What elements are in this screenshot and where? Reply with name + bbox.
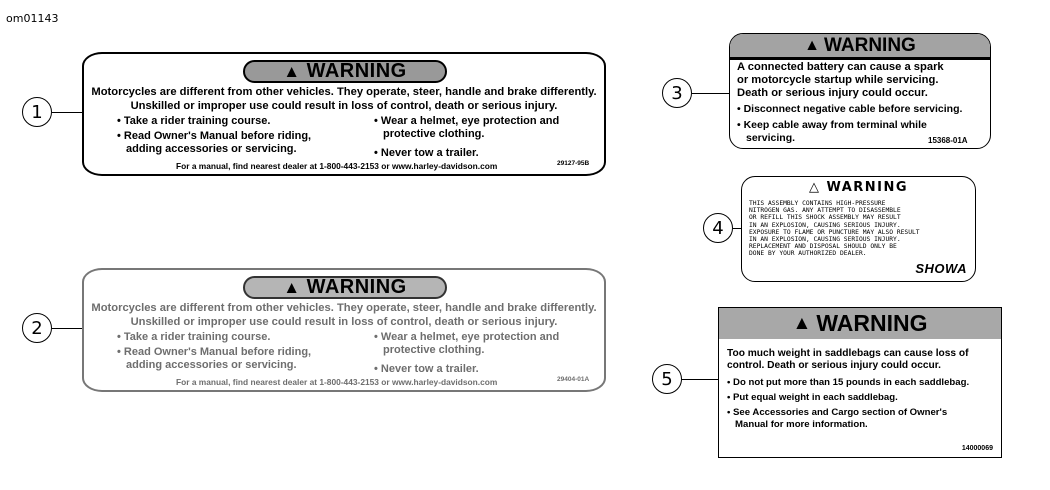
bullet-manual-cont: adding accessories or servicing. — [126, 359, 297, 371]
warning-body — [749, 200, 920, 258]
bullet-accessories-cont: Manual for more information. — [735, 419, 868, 430]
warning-triangle-icon: ▲ — [283, 61, 301, 81]
bullet-helmet: • Wear a helmet, eye protection and — [374, 115, 560, 127]
callout-3-leader — [692, 93, 729, 94]
warning-title-pill — [243, 60, 447, 83]
body-line-5: EXPOSURE TO FLAME OR PUNCTURE MAY ALSO RESULT — [749, 228, 920, 236]
part-number: 14000069 — [961, 445, 993, 452]
callout-2: 2 — [22, 313, 52, 343]
warning-header — [742, 180, 975, 195]
body-line-6: IN AN EXPLOSION, CAUSING SERIOUS INJURY. — [749, 236, 901, 244]
warning-title: WARNING — [824, 34, 916, 56]
footer-text: For a manual, find nearest dealer at 1-800-443-2153 or www.harley-davidson.com — [176, 161, 498, 171]
warning-label-4 — [741, 176, 976, 282]
warning-title: WARNING — [306, 276, 407, 298]
callout-5-leader — [682, 379, 719, 380]
bullet-helmet-cont: protective clothing. — [383, 344, 485, 356]
callout-4: 4 — [703, 213, 733, 243]
warning-label-1 — [82, 52, 606, 176]
callout-1: 1 — [22, 97, 52, 127]
bullet-manual: • Read Owner's Manual before riding, — [117, 130, 312, 142]
warning-triangle-icon: ▲ — [804, 36, 820, 54]
bullet-disconnect: • Disconnect negative cable before servicing. — [737, 103, 963, 115]
bullet-equal-weight: • Put equal weight in each saddlebag. — [727, 392, 898, 403]
warning-header — [730, 34, 990, 60]
body-line-3: OR REFILL THIS SHOCK ASSEMBLY MAY RESULT — [749, 214, 901, 222]
bullet-keep-cable: • Keep cable away from terminal while — [737, 119, 927, 131]
footer-text: For a manual, find nearest dealer at 1-800-443-2153 or www.harley-davidson.com — [176, 377, 498, 387]
intro-line-2: Unskilled or improper use could result in loss of control, death or serious injury. — [130, 316, 558, 328]
bullet-15-pounds: • Do not put more than 15 pounds in each saddlebag. — [727, 377, 970, 388]
bullet-accessories: • See Accessories and Cargo section of Owner's — [727, 407, 948, 418]
bullet-manual: • Read Owner's Manual before riding, — [117, 346, 312, 358]
warning-label-2 — [82, 268, 606, 392]
bullet-helmet: • Wear a helmet, eye protection and — [374, 331, 560, 343]
bullet-training: • Take a rider training course. — [117, 115, 271, 127]
bullet-helmet-cont: protective clothing. — [383, 128, 485, 140]
bullet-manual-cont: adding accessories or servicing. — [126, 143, 297, 155]
body-line-2: NITROGEN GAS. ANY ATTEMPT TO DISASSEMBLE — [749, 207, 901, 215]
warning-header — [719, 308, 1001, 339]
showa-logo: SHOWA — [915, 261, 967, 276]
bullet-trailer: • Never tow a trailer. — [374, 147, 479, 159]
warning-label-5 — [718, 307, 1002, 458]
warning-triangle-icon: ▲ — [792, 312, 812, 334]
text-line-3: Death or serious injury could occur. — [737, 87, 928, 99]
bullet-keep-cable-cont: servicing. — [746, 132, 796, 144]
body-line-8: DONE BY YOUR AUTHORIZED DEALER. — [749, 250, 867, 258]
callout-3: 3 — [662, 78, 692, 108]
intro-line-2: Unskilled or improper use could result in loss of control, death or serious injury. — [130, 100, 558, 112]
text-line-2: control. Death or serious injury could occur. — [727, 360, 941, 371]
text-line-1: A connected battery can cause a spark — [737, 61, 944, 73]
body-line-4: IN AN EXPLOSION, CAUSING SERIOUS INJURY. — [749, 221, 901, 229]
warning-label-3 — [729, 33, 991, 149]
text-line-1: Too much weight in saddlebags can cause loss of — [727, 348, 969, 359]
callout-2-leader — [52, 328, 83, 329]
part-number: 29127-95B — [557, 160, 590, 167]
warning-triangle-icon: ▲ — [283, 277, 301, 297]
figure-reference: om01143 — [6, 12, 59, 25]
warning-triangle-icon: △ — [808, 180, 821, 195]
body-line-1: THIS ASSEMBLY CONTAINS HIGH-PRESSURE — [749, 200, 886, 207]
callout-1-leader — [52, 112, 83, 113]
warning-title: WARNING — [826, 180, 909, 195]
part-number: 29404-01A — [557, 376, 590, 383]
intro-line-1: Motorcycles are different from other vehicles. They operate, steer, handle and brake differently. — [91, 86, 597, 98]
callout-5: 5 — [652, 364, 682, 394]
body-line-7: REPLACEMENT AND DISPOSAL SHOULD ONLY BE — [749, 243, 897, 251]
text-line-2: or motorcycle startup while servicing. — [737, 74, 939, 86]
warning-title-pill — [243, 276, 447, 299]
bullet-trailer: • Never tow a trailer. — [374, 363, 479, 375]
bullet-training: • Take a rider training course. — [117, 331, 271, 343]
part-number: 15368-01A — [928, 136, 968, 145]
warning-title: WARNING — [816, 310, 928, 336]
warning-title: WARNING — [306, 60, 407, 82]
intro-line-1: Motorcycles are different from other vehicles. They operate, steer, handle and brake differently. — [91, 302, 597, 314]
